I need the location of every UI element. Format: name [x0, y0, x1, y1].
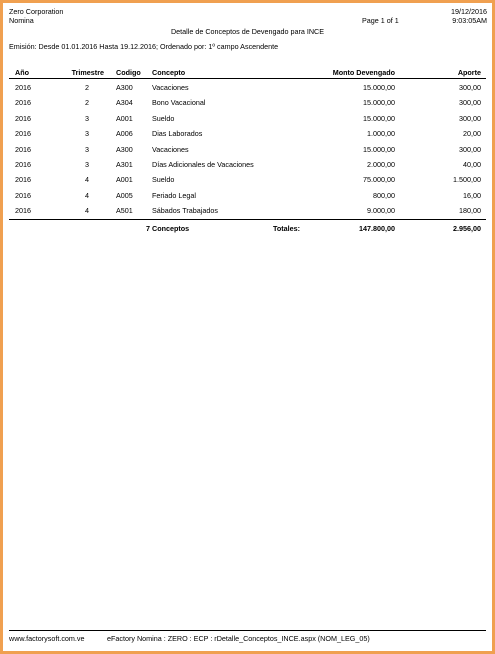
- cell-concept: Vacaciones: [152, 83, 189, 92]
- cell-quarter: 2: [85, 98, 89, 108]
- table-row: [3, 206, 492, 218]
- table-row: [3, 175, 492, 187]
- table-row: [3, 98, 492, 110]
- totals-label: Totales:: [273, 224, 301, 233]
- cell-amount: 1.000,00: [367, 129, 395, 139]
- cell-year: 2016: [15, 83, 31, 92]
- cell-amount: 15.000,00: [363, 113, 395, 123]
- cell-code: A006: [116, 129, 133, 139]
- cell-year: 2016: [15, 206, 31, 216]
- cell-amount: 15.000,00: [363, 83, 395, 92]
- page-number: Page 1 of 1: [362, 16, 399, 25]
- company-name: Zero Corporation: [9, 7, 64, 16]
- footer-divider: [9, 630, 486, 631]
- cell-amount: 2.000,00: [367, 160, 395, 169]
- cell-quarter: 3: [85, 129, 89, 139]
- column-header-quarter: Trimestre: [71, 68, 104, 77]
- table-row: [3, 114, 492, 126]
- cell-quarter: 3: [85, 160, 89, 169]
- table-row: [3, 145, 492, 157]
- cell-quarter: 4: [85, 190, 89, 200]
- column-header-concept: Concepto: [152, 68, 186, 77]
- emission-info: Emisión: Desde 01.01.2016 Hasta 19.12.2016; Ordenado por: 1º campo Ascendente: [9, 42, 279, 51]
- header-divider: [9, 78, 486, 79]
- cell-amount: 75.000,00: [363, 175, 395, 185]
- cell-contribution: 1.500,00: [453, 175, 481, 185]
- totals-amount: 147.800,00: [359, 224, 395, 233]
- cell-code: A300: [116, 83, 133, 92]
- cell-concept: Vacaciones: [152, 144, 189, 154]
- cell-concept: Sueldo: [152, 175, 175, 185]
- cell-year: 2016: [15, 175, 31, 185]
- cell-contribution: 300,00: [459, 113, 481, 123]
- cell-year: 2016: [15, 144, 31, 154]
- cell-contribution: 40,00: [463, 160, 481, 169]
- cell-concept: Feriado Legal: [152, 190, 196, 200]
- cell-concept: Sueldo: [152, 113, 175, 123]
- cell-contribution: 300,00: [459, 144, 481, 154]
- cell-contribution: 300,00: [459, 83, 481, 92]
- cell-concept: Sábados Trabajados: [152, 206, 218, 216]
- cell-code: A005: [116, 190, 133, 200]
- report-date: 19/12/2016: [451, 7, 487, 16]
- cell-quarter: 3: [85, 144, 89, 154]
- totals-count: 7: [146, 224, 150, 233]
- cell-concept: Días Adicionales de Vacaciones: [152, 160, 254, 169]
- cell-code: A501: [116, 206, 133, 216]
- cell-quarter: 3: [85, 113, 89, 123]
- cell-quarter: 4: [85, 175, 89, 185]
- cell-contribution: 16,00: [463, 190, 481, 200]
- cell-contribution: 180,00: [459, 206, 481, 216]
- footer-path: eFactory Nomina : ZERO : ECP : rDetalle_Conceptos_INCE.aspx (NOM_LEG_05): [107, 634, 370, 643]
- table-row: [3, 191, 492, 203]
- module-name: Nomina: [9, 16, 34, 25]
- cell-quarter: 2: [85, 83, 89, 92]
- cell-contribution: 300,00: [459, 98, 481, 108]
- totals-divider: [9, 219, 486, 220]
- cell-code: A001: [116, 113, 133, 123]
- totals-count-label: Conceptos: [152, 224, 190, 233]
- report-time: 9:03:05AM: [452, 16, 487, 25]
- cell-concept: Bono Vacacional: [152, 98, 206, 108]
- cell-year: 2016: [15, 98, 31, 108]
- cell-amount: 15.000,00: [363, 144, 395, 154]
- cell-code: A001: [116, 175, 133, 185]
- table-row: [3, 83, 492, 95]
- cell-quarter: 4: [85, 206, 89, 216]
- column-header-amount: Monto Devengado: [332, 68, 395, 77]
- cell-amount: 9.000,00: [367, 206, 395, 216]
- cell-year: 2016: [15, 190, 31, 200]
- cell-contribution: 20,00: [463, 129, 481, 139]
- cell-year: 2016: [15, 129, 31, 139]
- cell-code: A301: [116, 160, 133, 169]
- cell-code: A300: [116, 144, 133, 154]
- totals-contribution: 2.956,00: [453, 224, 481, 233]
- cell-year: 2016: [15, 113, 31, 123]
- column-header-contribution: Aporte: [457, 68, 481, 77]
- cell-code: A304: [116, 98, 133, 108]
- cell-year: 2016: [15, 160, 31, 169]
- footer-website: www.factorysoft.com.ve: [9, 634, 85, 643]
- cell-amount: 15.000,00: [363, 98, 395, 108]
- report-title: Detalle de Conceptos de Devengado para INCE: [170, 27, 325, 36]
- column-header-code: Codigo: [116, 68, 141, 77]
- cell-concept: Dias Laborados: [152, 129, 203, 139]
- cell-amount: 800,00: [373, 190, 395, 200]
- table-row: [3, 160, 492, 172]
- column-header-year: Año: [15, 68, 29, 77]
- table-row: [3, 129, 492, 141]
